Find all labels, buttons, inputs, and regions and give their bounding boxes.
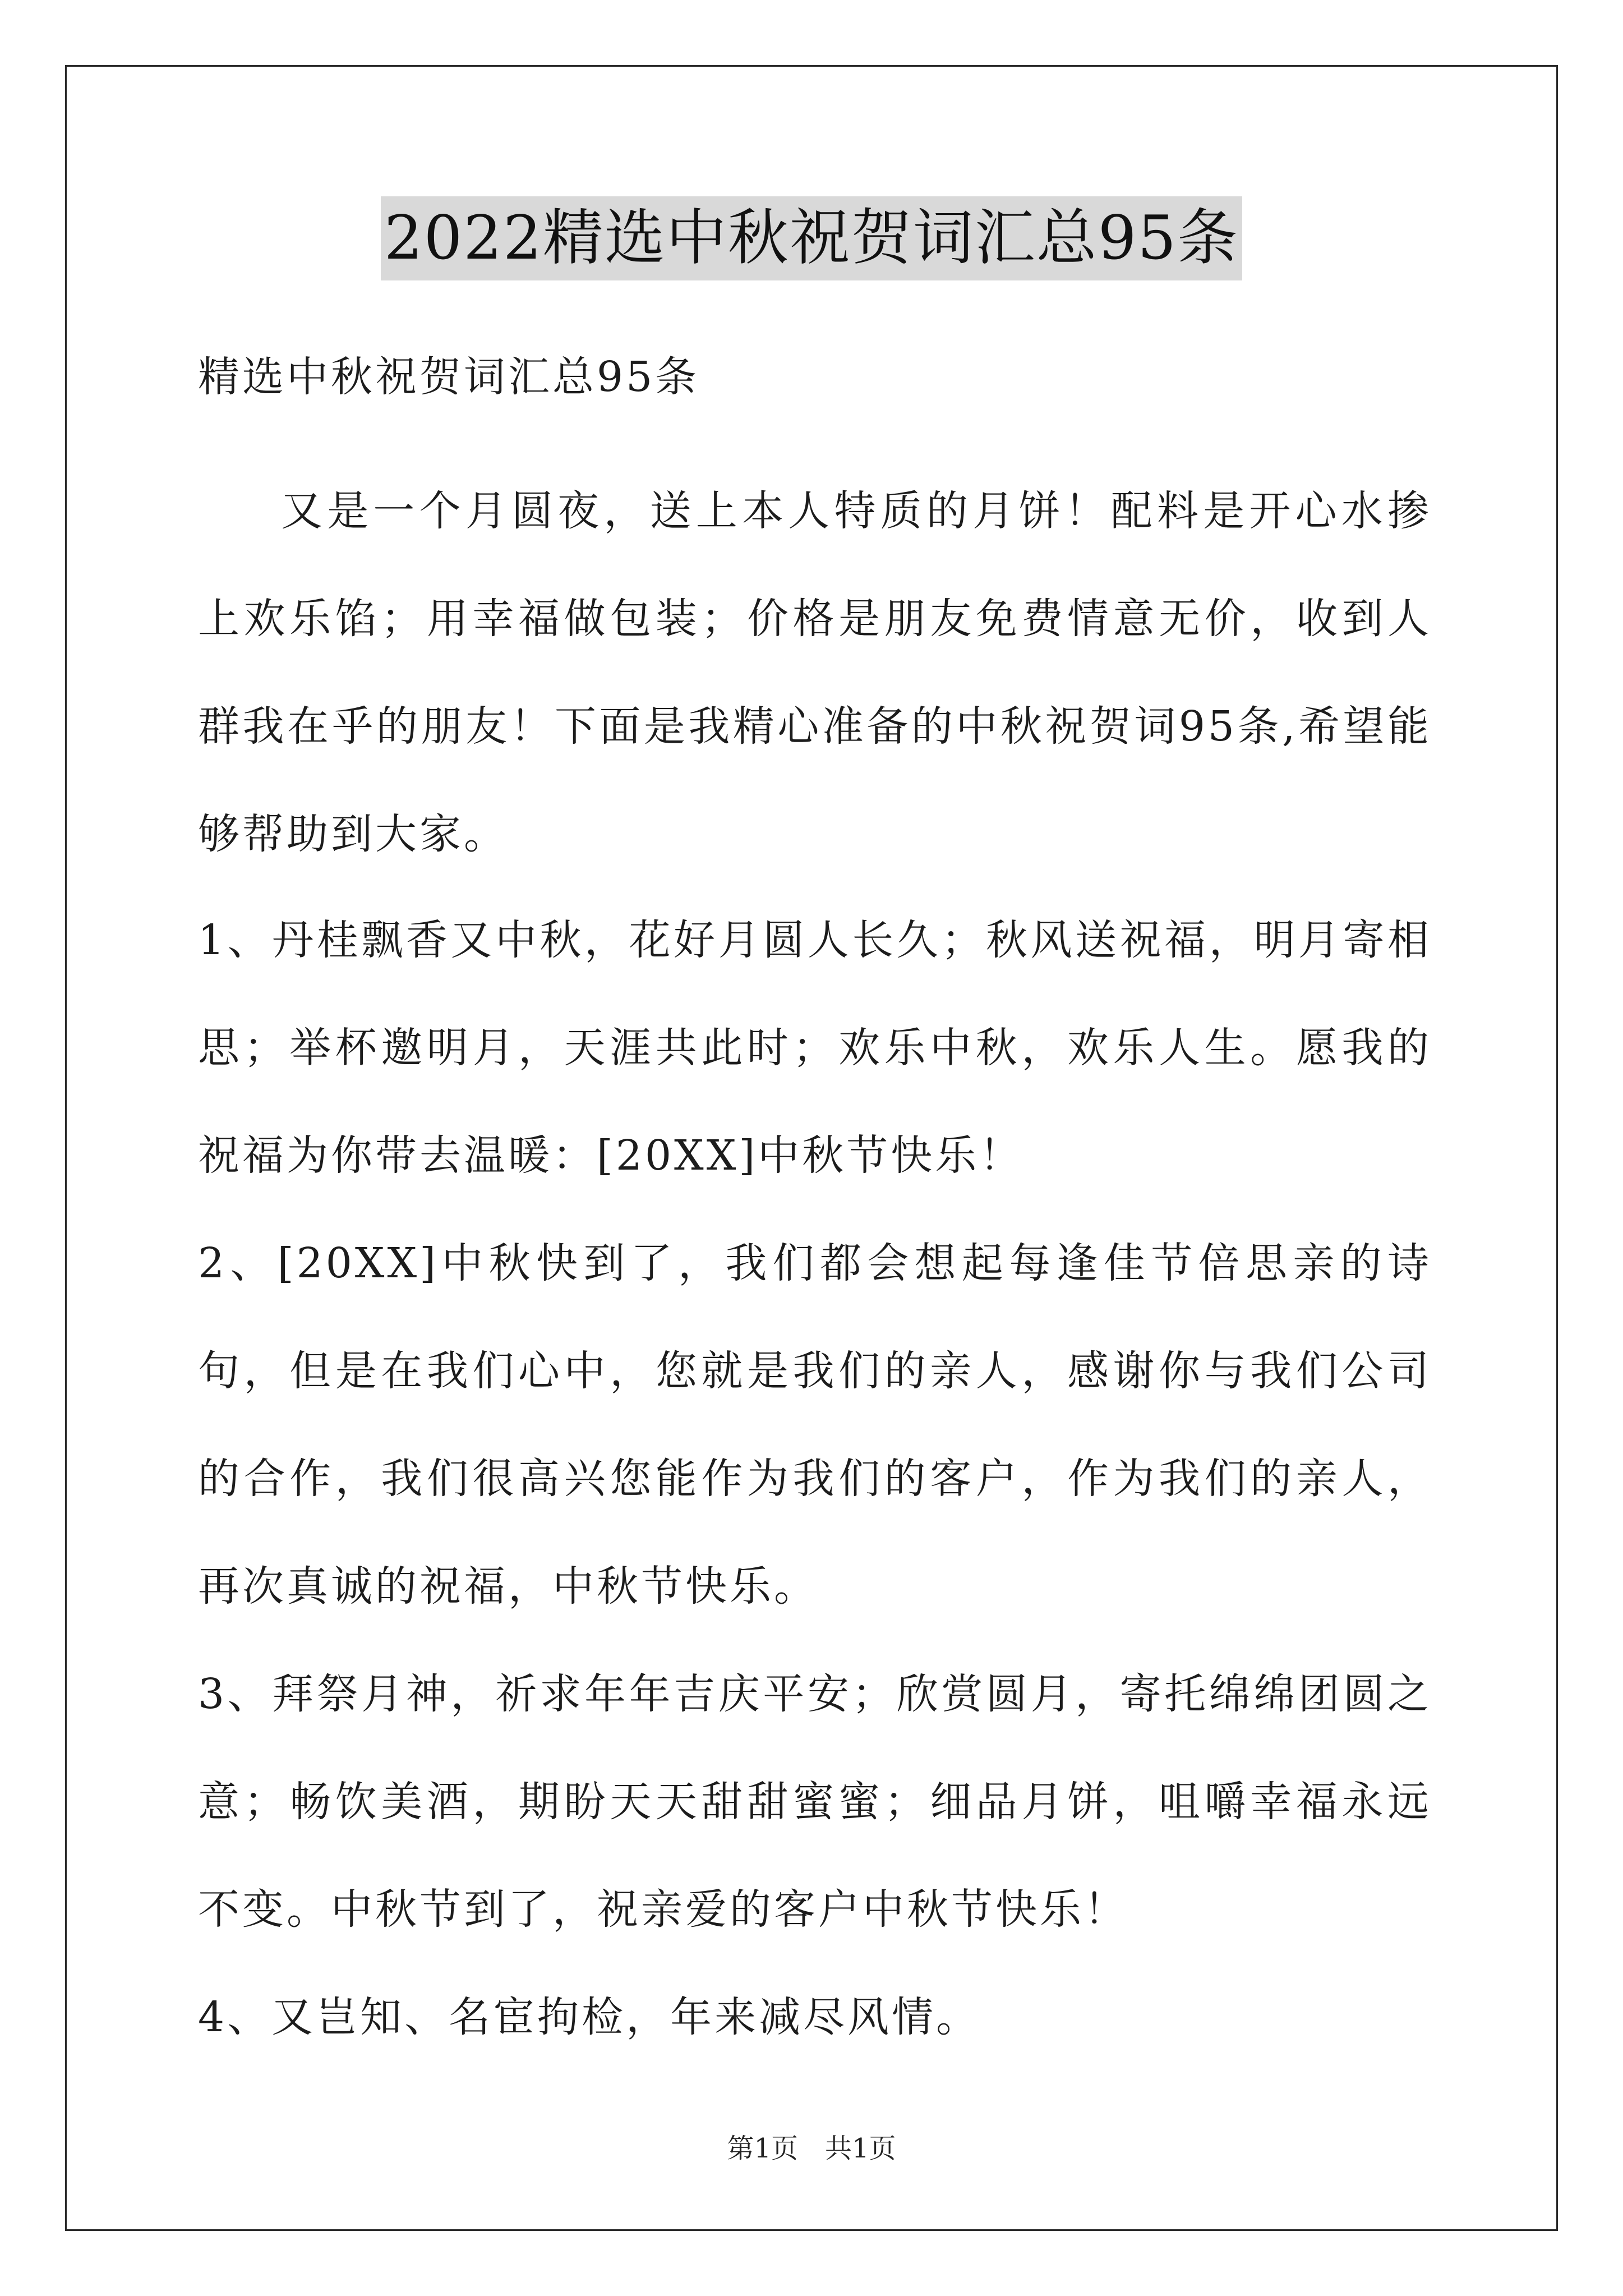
page-number-total: 共1页: [825, 2133, 896, 2164]
greeting-item-2: 2、[20XX]中秋快到了，我们都会想起每逢佳节倍思亲的诗句，但是在我们心中，您就是我们的亲人，感谢你与我们公司的合作，我们很高兴您能作为我们的客户，作为我们的亲人，再次真诚的祝福，中秋节快乐。: [198, 1239, 1432, 1611]
title-container: [0, 196, 1623, 280]
greeting-item-1: 1、丹桂飘香又中秋，花好月圆人长久；秋风送祝福，明月寄相思；举杯邀明月，天涯共此时；欢乐中秋，欢乐人生。愿我的祝福为你带去温暖：[20XX]中秋节快乐！: [198, 916, 1432, 1180]
page-number-current: 第1页: [727, 2133, 798, 2164]
page-footer: [0, 2132, 1623, 2165]
greeting-item-4: 4、又岂知、名宦拘检，年来减尽风情。: [198, 1993, 981, 2041]
greeting-list: [198, 886, 1432, 2071]
intro-paragraph: 又是一个月圆夜，送上本人特质的月饼！配料是开心水掺上欢乐馅；用幸福做包装；价格是朋友免费情意无价，收到人群我在乎的朋友！下面是我精心准备的中秋祝贺词95条,希望能够帮助到大家。: [198, 487, 1432, 858]
document-title: 2022精选中秋祝贺词汇总95条: [381, 196, 1242, 280]
greeting-item-3: 3、拜祭月神，祈求年年吉庆平安；欣赏圆月，寄托绵绵团圆之意；畅饮美酒，期盼天天甜甜蜜蜜；细品月饼，咀嚼幸福永远不变。中秋节到了，祝亲爱的客户中秋节快乐！: [198, 1670, 1432, 1934]
document-subtitle: 精选中秋祝贺词汇总95条: [198, 353, 700, 401]
